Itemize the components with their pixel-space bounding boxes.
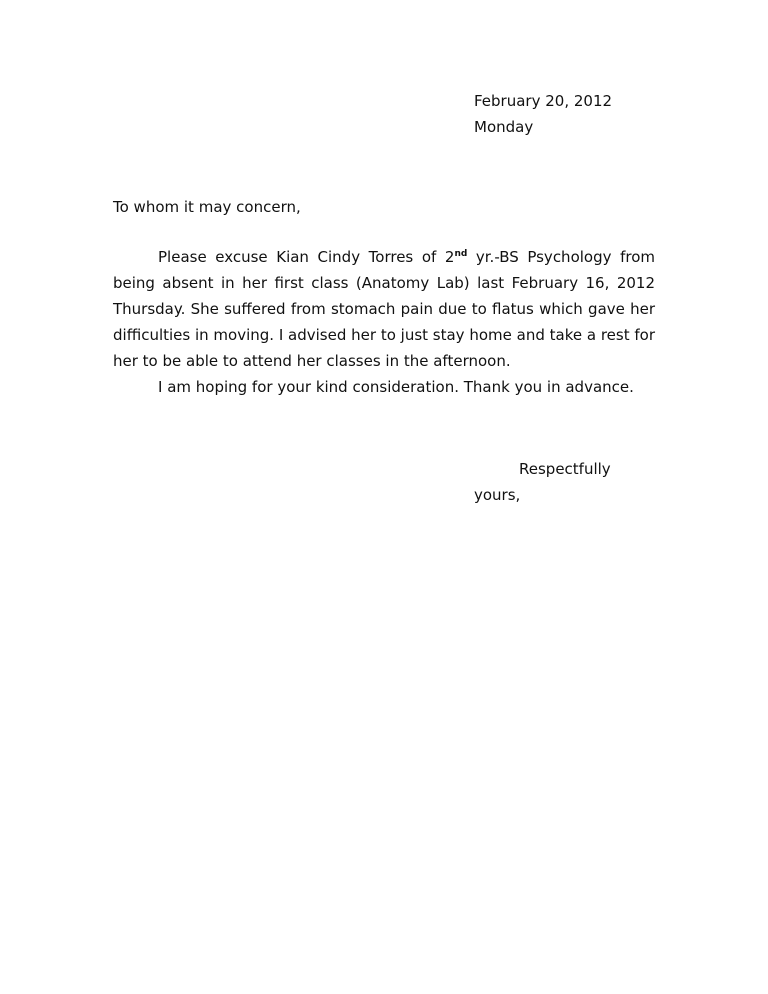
excuse-text-rest: yr.-BS Psychology from being absent in her first class (Anatomy Lab) last February 16, 2012 Thursday. She suffered from stomach pain due to flatus which gave her difficulties in moving. I advised her to just stay home and take a rest for her to be able to attend her classes in the afternoon. xyxy=(113,248,655,370)
body-paragraph-request: I am hoping for your kind consideration. Thank you in advance. xyxy=(158,378,634,396)
salutation: To whom it may concern, xyxy=(113,198,301,216)
ordinal-suffix: nd xyxy=(454,249,468,259)
closing-yours: yours, xyxy=(474,486,521,504)
closing-respectfully: Respectfully xyxy=(519,460,611,478)
letter-weekday: Monday xyxy=(474,118,534,136)
letter-date: February 20, 2012 xyxy=(474,92,613,110)
excuse-text-start: Please excuse Kian Cindy Torres of 2 xyxy=(158,248,455,266)
date-block xyxy=(474,88,612,140)
letter-body xyxy=(113,244,655,400)
closing-block xyxy=(474,456,634,508)
body-paragraph-excuse xyxy=(113,244,655,374)
